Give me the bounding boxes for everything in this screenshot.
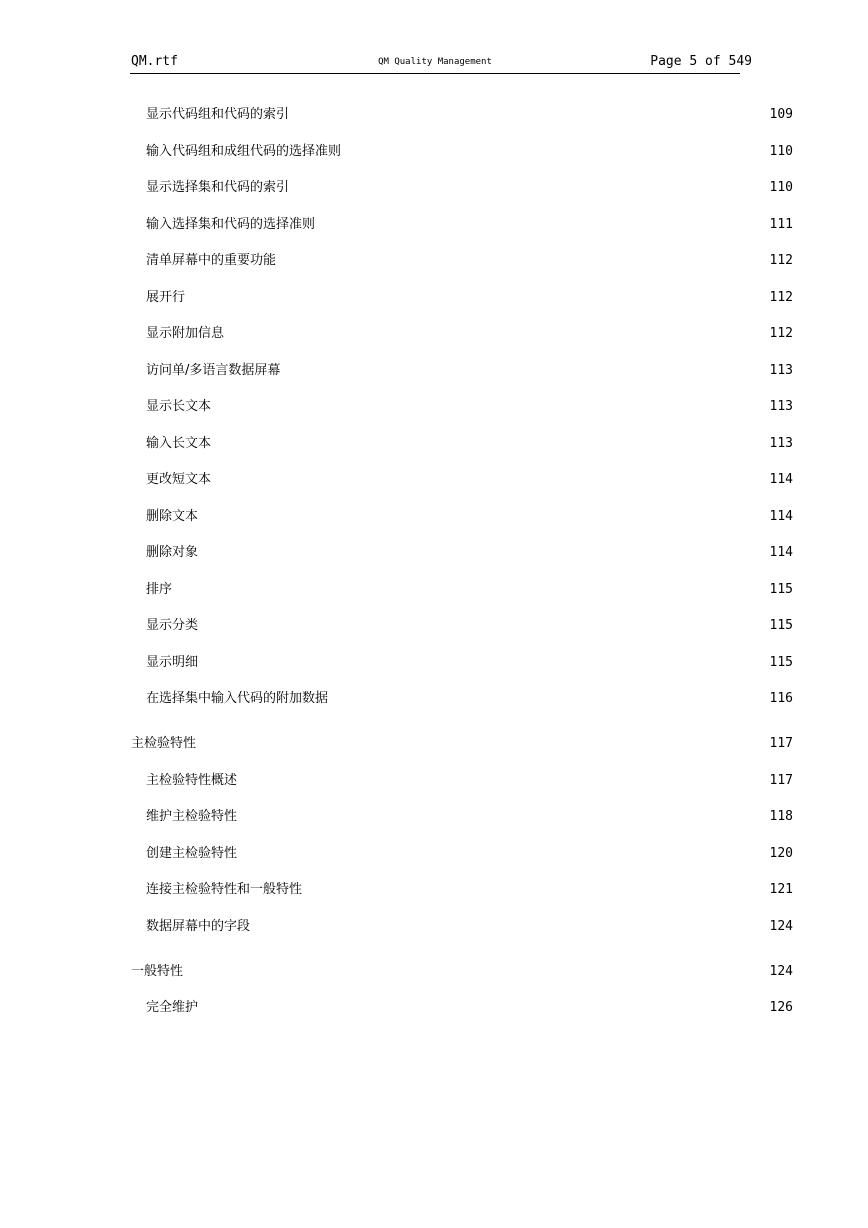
toc-entry-page-number: 120 xyxy=(769,846,793,861)
toc-entry-title: 输入选择集和代码的选择准则 xyxy=(146,217,316,232)
toc-entry[interactable] xyxy=(0,771,868,791)
header-document-title: QM Quality Management xyxy=(378,57,492,67)
toc-entry-title: 排序 xyxy=(146,582,173,597)
toc-entry-title: 显示分类 xyxy=(146,618,199,633)
toc-entry[interactable] xyxy=(0,178,868,198)
toc-section-entry[interactable] xyxy=(0,962,868,982)
toc-entry-page-number: 115 xyxy=(769,655,793,670)
toc-entry-title: 主检验特性概述 xyxy=(146,773,238,788)
toc-entry-page-number: 113 xyxy=(769,399,793,414)
toc-entry-title: 数据屏幕中的字段 xyxy=(146,919,251,934)
toc-section-entry[interactable] xyxy=(0,734,868,754)
toc-entry[interactable] xyxy=(0,105,868,125)
toc-entry-title: 显示附加信息 xyxy=(146,326,225,341)
toc-entry-page-number: 109 xyxy=(769,107,793,122)
toc-entry-page-number: 126 xyxy=(769,1000,793,1015)
toc-entry-title: 显示代码组和代码的索引 xyxy=(146,107,290,122)
toc-entry[interactable] xyxy=(0,616,868,636)
toc-entry-title: 维护主检验特性 xyxy=(146,809,238,824)
toc-entry-page-number: 121 xyxy=(769,882,793,897)
toc-entry-title: 删除文本 xyxy=(146,509,199,524)
toc-entry-page-number: 112 xyxy=(769,290,793,305)
toc-entry[interactable] xyxy=(0,880,868,900)
toc-entry-page-number: 115 xyxy=(769,582,793,597)
toc-entry-title: 输入代码组和成组代码的选择准则 xyxy=(146,144,342,159)
toc-entry-title: 展开行 xyxy=(146,290,186,305)
toc-entry[interactable] xyxy=(0,251,868,271)
toc-entry-title: 更改短文本 xyxy=(146,472,212,487)
toc-entry-page-number: 113 xyxy=(769,363,793,378)
toc-entry-title: 主检验特性 xyxy=(131,736,197,751)
toc-entry-title: 显示长文本 xyxy=(146,399,212,414)
toc-entry[interactable] xyxy=(0,689,868,709)
toc-entry-title: 删除对象 xyxy=(146,545,199,560)
toc-entry-title: 输入长文本 xyxy=(146,436,212,451)
toc-entry-title: 连接主检验特性和一般特性 xyxy=(146,882,303,897)
toc-entry-page-number: 114 xyxy=(769,509,793,524)
toc-entry[interactable] xyxy=(0,844,868,864)
toc-entry-page-number: 124 xyxy=(769,919,793,934)
header-file-name: QM.rtf xyxy=(131,54,178,69)
toc-entry[interactable] xyxy=(0,917,868,937)
toc-entry-title: 显示明细 xyxy=(146,655,199,670)
toc-entry-page-number: 117 xyxy=(769,773,793,788)
toc-entry-title: 创建主检验特性 xyxy=(146,846,238,861)
toc-entry-page-number: 116 xyxy=(769,691,793,706)
toc-entry[interactable] xyxy=(0,580,868,600)
toc-entry[interactable] xyxy=(0,215,868,235)
toc-entry-page-number: 112 xyxy=(769,253,793,268)
toc-entry[interactable] xyxy=(0,324,868,344)
toc-entry[interactable] xyxy=(0,142,868,162)
toc-entry-page-number: 111 xyxy=(769,217,793,232)
toc-entry-page-number: 118 xyxy=(769,809,793,824)
toc-entry-page-number: 114 xyxy=(769,472,793,487)
toc-entry-title: 显示选择集和代码的索引 xyxy=(146,180,290,195)
toc-entry[interactable] xyxy=(0,361,868,381)
toc-entry[interactable] xyxy=(0,397,868,417)
toc-entry-page-number: 114 xyxy=(769,545,793,560)
toc-entry-title: 在选择集中输入代码的附加数据 xyxy=(146,691,329,706)
toc-entry-page-number: 115 xyxy=(769,618,793,633)
toc-entry-title: 完全维护 xyxy=(146,1000,199,1015)
toc-entry[interactable] xyxy=(0,434,868,454)
toc-entry-title: 清单屏幕中的重要功能 xyxy=(146,253,277,268)
toc-entry[interactable] xyxy=(0,288,868,308)
toc-entry[interactable] xyxy=(0,543,868,563)
toc-entry-page-number: 110 xyxy=(769,180,793,195)
toc-entry-page-number: 124 xyxy=(769,964,793,979)
toc-entry-page-number: 110 xyxy=(769,144,793,159)
toc-entry-page-number: 113 xyxy=(769,436,793,451)
toc-entry[interactable] xyxy=(0,653,868,673)
toc-entry[interactable] xyxy=(0,470,868,490)
toc-entry[interactable] xyxy=(0,507,868,527)
toc-entry[interactable] xyxy=(0,998,868,1018)
toc-entry-title: 访问单/多语言数据屏幕 xyxy=(146,363,281,378)
header-page-number: Page 5 of 549 xyxy=(650,54,752,69)
toc-entry-page-number: 112 xyxy=(769,326,793,341)
toc-entry-page-number: 117 xyxy=(769,736,793,751)
toc-entry-title: 一般特性 xyxy=(131,964,184,979)
toc-entry[interactable] xyxy=(0,807,868,827)
